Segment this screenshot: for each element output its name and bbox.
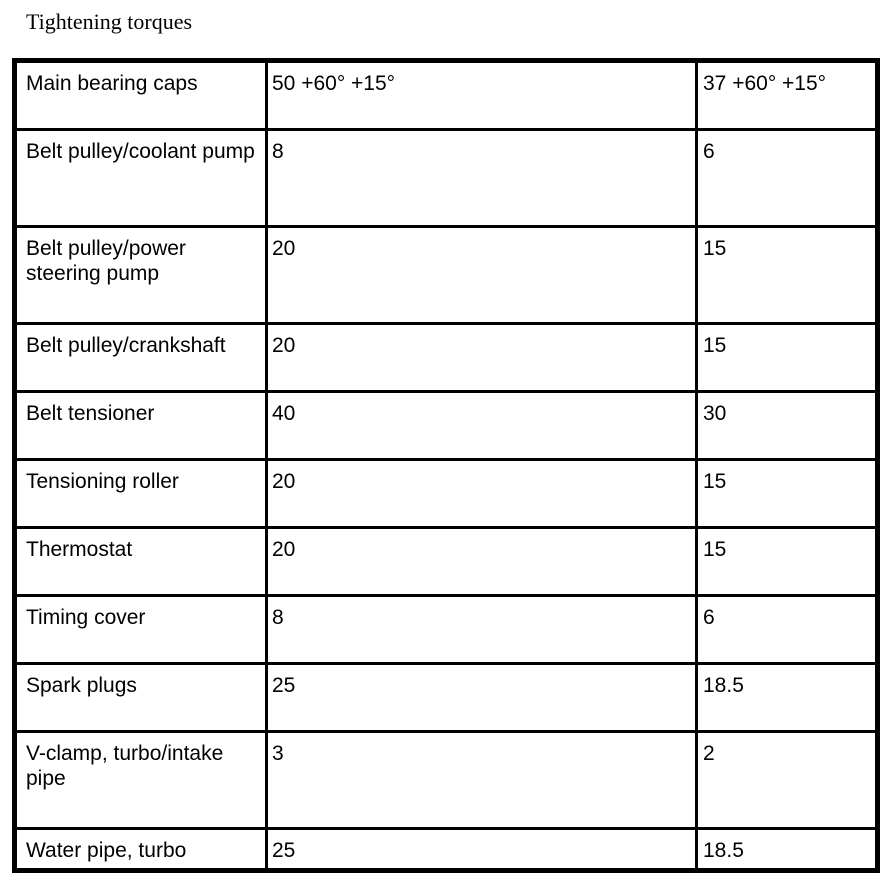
torque-ftlb-cell: 6 (697, 130, 878, 227)
torque-nm-cell: 25 (267, 664, 697, 732)
torque-nm-cell: 20 (267, 460, 697, 528)
table-row (15, 392, 878, 460)
component-cell: Timing cover (15, 596, 267, 664)
torque-ftlb-cell: 2 (697, 732, 878, 829)
torque-nm-cell: 20 (267, 324, 697, 392)
table-row (15, 596, 878, 664)
table-row (15, 460, 878, 528)
component-cell: Belt pulley/coolant pump (15, 130, 267, 227)
torque-ftlb-cell: 18.5 (697, 829, 878, 871)
torque-nm-cell: 20 (267, 528, 697, 596)
torque-ftlb-cell: 15 (697, 528, 878, 596)
table-row (15, 61, 878, 130)
component-cell: Thermostat (15, 528, 267, 596)
table-row (15, 130, 878, 227)
torque-ftlb-cell: 30 (697, 392, 878, 460)
torque-nm-cell: 40 (267, 392, 697, 460)
table-row (15, 664, 878, 732)
torque-nm-cell: 25 (267, 829, 697, 871)
component-cell: Tensioning roller (15, 460, 267, 528)
torque-ftlb-cell: 37 +60° +15° (697, 61, 878, 130)
component-cell: Spark plugs (15, 664, 267, 732)
component-cell: Belt tensioner (15, 392, 267, 460)
torque-ftlb-cell: 15 (697, 460, 878, 528)
component-cell: Water pipe, turbo (15, 829, 267, 871)
table-row (15, 528, 878, 596)
component-cell: Belt pulley/power steering pump (15, 227, 267, 324)
torque-nm-cell: 50 +60° +15° (267, 61, 697, 130)
table-row (15, 227, 878, 324)
document-title: Tightening torques (26, 9, 193, 34)
table-row (15, 732, 878, 829)
torque-table (12, 58, 880, 873)
torque-nm-cell: 3 (267, 732, 697, 829)
torque-ftlb-cell: 15 (697, 227, 878, 324)
component-cell: Belt pulley/crankshaft (15, 324, 267, 392)
component-cell: V-clamp, turbo/intake pipe (15, 732, 267, 829)
torque-nm-cell: 8 (267, 130, 697, 227)
torque-nm-cell: 8 (267, 596, 697, 664)
torque-nm-cell: 20 (267, 227, 697, 324)
table-row (15, 829, 878, 871)
torque-ftlb-cell: 15 (697, 324, 878, 392)
torque-ftlb-cell: 6 (697, 596, 878, 664)
component-cell: Main bearing caps (15, 61, 267, 130)
table-row (15, 324, 878, 392)
torque-ftlb-cell: 18.5 (697, 664, 878, 732)
